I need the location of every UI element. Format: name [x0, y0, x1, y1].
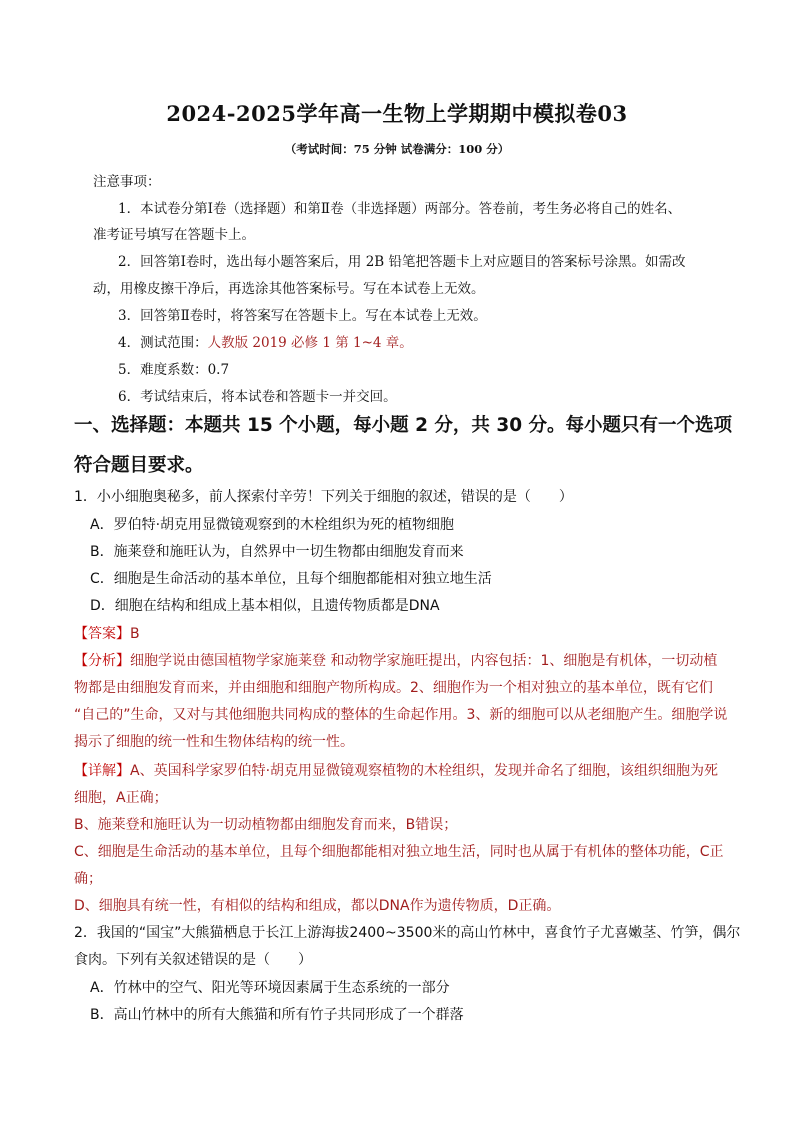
q1-detail-line-5: 确； — [74, 871, 102, 887]
q1-option-b: B．施莱登和施旺认为，自然界中一切生物都由细胞发育而来 — [90, 544, 464, 560]
q1-detail-line-6: D、细胞具有统一性，有相似的结构和组成，都以DNA作为遗传物质，D正确。 — [74, 898, 561, 914]
note-1-line-2: 准考证号填写在答题卡上。 — [93, 227, 255, 243]
section-heading-line-1: 一、选择题：本题共 15 个小题，每小题 2 分，共 30 分。每小题只有一个选项 — [74, 415, 733, 436]
exam-info: （考试时间：75 分钟 试卷满分：100 分） — [284, 142, 510, 156]
q1-option-c: C．细胞是生命活动的基本单位，且每个细胞都能相对独立地生活 — [90, 571, 492, 587]
note-5: 5．难度系数：0.7 — [118, 362, 230, 378]
detail-label: 【详解】 — [74, 763, 130, 779]
note-4-prefix: 4．测试范围： — [118, 335, 208, 351]
q1-detail-line-4: C、细胞是生命活动的基本单位，且每个细胞都能相对独立地生活，同时也从属于有机体的整体功能，C正 — [74, 844, 724, 860]
q1-option-a: A．罗伯特·胡克用显微镜观察到的木栓组织为死的植物细胞 — [90, 517, 455, 533]
note-6: 6．考试结束后，将本试卷和答题卡一并交回。 — [118, 389, 397, 405]
note-3: 3．回答第Ⅱ卷时，将答案写在答题卡上。写在本试卷上无效。 — [118, 308, 487, 324]
note-2-line-2: 动，用橡皮擦干净后，再选涂其他答案标号。写在本试卷上无效。 — [93, 281, 485, 297]
q2-stem-line-1: 2．我国的“国宝”大熊猫栖息于长江上游海拔2400~3500米的高山竹林中，喜食竹子尤喜嫩茎、竹笋，偶尔 — [74, 925, 741, 941]
answer-value: B — [130, 626, 140, 642]
note-4 — [118, 331, 413, 351]
q1-analysis-line-3: “自己的”生命，又对与其他细胞共同构成的整体的生命起作用。3、新的细胞可以从老细胞产生。细胞学说 — [74, 707, 728, 723]
note-2-line-1: 2．回答第Ⅰ卷时，选出每小题答案后，用 2B 铅笔把答题卡上对应题目的答案标号涂黑。如需改 — [118, 254, 686, 270]
q2-option-b: B．高山竹林中的所有大熊猫和所有竹子共同形成了一个群落 — [90, 1007, 464, 1023]
q1-answer — [74, 623, 140, 643]
q1-detail-line-1: 【详解】A、英国科学家罗伯特·胡克用显微镜观察植物的木栓组织，发现并命名了细胞，该组织细胞为死 — [74, 763, 719, 779]
q1-detail-line-2: 细胞，A正确； — [74, 790, 168, 806]
q1-analysis-line-1: 【分析】细胞学说由德国植物学家施莱登 和动物学家施旺提出，内容包括：1、细胞是有机体，一切动植 — [74, 653, 718, 669]
q2-stem-line-2: 食肉。下列有关叙述错误的是（ ） — [74, 952, 312, 968]
q1-analysis-line-4: 揭示了细胞的统一性和生物体结构的统一性。 — [74, 734, 354, 750]
page-title: 2024-2025学年高一生物上学期期中模拟卷03 — [166, 101, 628, 126]
q2-option-a: A．竹林中的空气、阳光等环境因素属于生态系统的一部分 — [90, 980, 450, 996]
test-scope: 人教版 2019 必修 1 第 1~4 章。 — [207, 335, 413, 351]
section-heading-line-2: 符合题目要求。 — [74, 455, 204, 476]
notes-heading: 注意事项： — [93, 174, 161, 190]
answer-label: 【答案】 — [74, 626, 130, 642]
q1-detail-line-3: B、施莱登和施旺认为一切动植物都由细胞发育而来，B错误； — [74, 817, 458, 833]
q1-option-d: D．细胞在结构和组成上基本相似，且遗传物质都是DNA — [90, 598, 440, 614]
q1-analysis-line-2: 物都是由细胞发育而来，并由细胞和细胞产物所构成。2、细胞作为一个相对独立的基本单位，既有它们 — [74, 680, 713, 696]
analysis-label: 【分析】 — [74, 653, 130, 669]
note-1-line-1: 1．本试卷分第Ⅰ卷（选择题）和第Ⅱ卷（非选择题）两部分。答卷前，考生务必将自己的姓名、 — [118, 201, 682, 217]
q1-stem: 1．小小细胞奥秘多，前人探索付辛劳！下列关于细胞的叙述，错误的是（ ） — [74, 489, 573, 505]
